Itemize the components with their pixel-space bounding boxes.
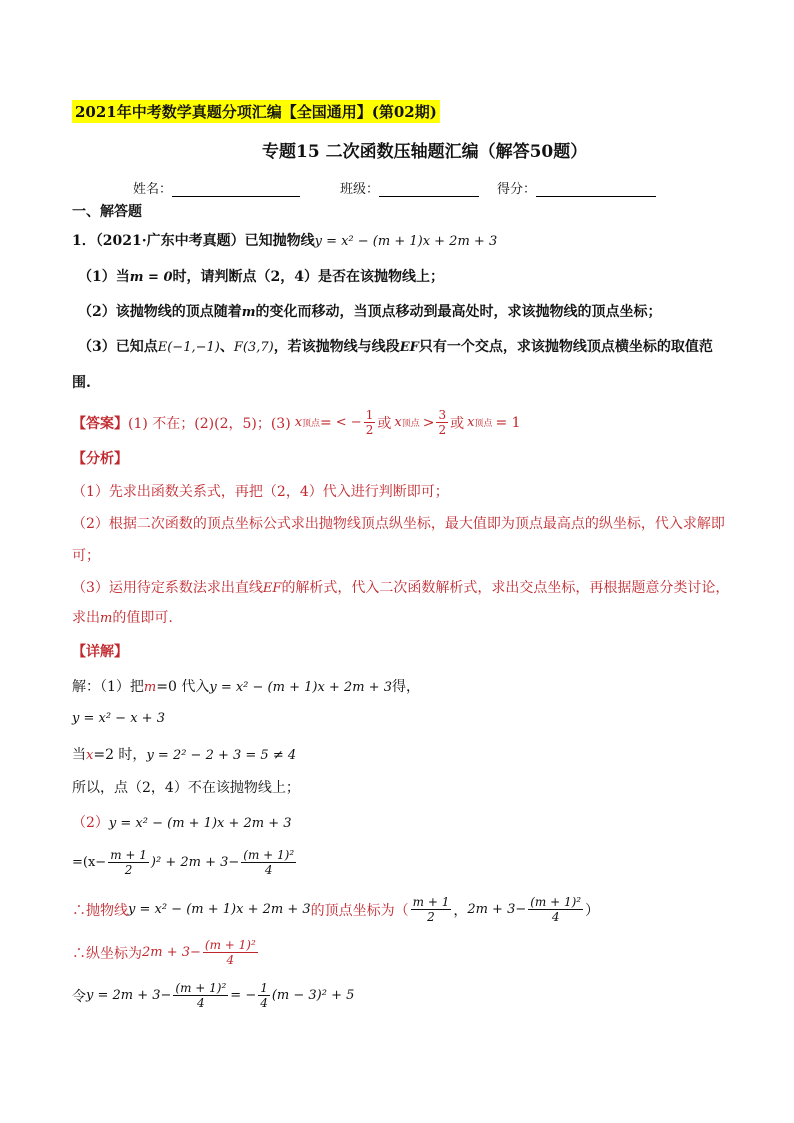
class-field xyxy=(340,178,479,197)
score-field xyxy=(497,178,656,197)
detail-label: 【详解】 xyxy=(72,644,128,660)
detail-7-frac-2 xyxy=(528,895,583,924)
detail-step-5 xyxy=(72,812,292,832)
name-blank xyxy=(172,182,300,197)
detail-9-frac xyxy=(173,981,228,1010)
detail-step-6 xyxy=(72,848,298,877)
question-part-1 xyxy=(78,266,444,286)
answer-or-2: 或 xyxy=(450,415,465,432)
part2-m: m xyxy=(241,305,256,320)
detail-9d: (m − 3)² + 5 xyxy=(271,988,355,1003)
detail-9-frac-2-num: 1 xyxy=(260,981,268,995)
detail-9-frac-num: (m + 1)² xyxy=(175,981,227,995)
analysis-line-2b: 可； xyxy=(72,548,100,564)
part2-a: （2）该抛物线的顶点随着 xyxy=(78,304,242,320)
answer-x: x xyxy=(294,415,303,430)
question-formula: y = x² − (m + 1)x + 2m + 3 xyxy=(314,234,498,249)
part3-ef: EF xyxy=(399,340,419,355)
part3-a: （3）已知点 xyxy=(78,339,158,355)
analysis-3a-2: 的解析式，代入二次函数解析式，求出交点坐标，再根据题意分类讨论， xyxy=(281,580,730,596)
header-banner: 2021年中考数学真题分项汇编【全国通用】(第02期) xyxy=(72,100,440,123)
detail-7-frac-2-den: 4 xyxy=(551,910,560,924)
question-intro-text: 1．（2021·广东中考真题）已知抛物线 xyxy=(72,233,315,249)
detail-1c: 得， xyxy=(391,679,420,695)
detail-8-frac-den: 4 xyxy=(226,953,235,967)
analysis-3b-m: m xyxy=(100,611,113,626)
part3-c: 只有一个交点，求该抛物线顶点横坐标的取值范 xyxy=(418,339,713,355)
analysis-3b-2: 的值即可. xyxy=(112,610,173,626)
answer-frac-1-num: 1 xyxy=(365,408,374,422)
detail-3f: y = 2² − 2 + 3 = 5 ≠ 4 xyxy=(146,748,297,763)
detail-7f: y = x² − (m + 1)x + 2m + 3 xyxy=(128,902,311,917)
detail-step-3 xyxy=(72,744,296,764)
part3-point-e: E(−1,−1) xyxy=(157,340,220,355)
detail-8-frac xyxy=(203,938,258,967)
name-label: 姓名： xyxy=(133,182,173,197)
detail-9b: y = 2m + 3− xyxy=(86,988,172,1003)
detail-7e: ） xyxy=(585,902,600,919)
detail-8-frac-num: (m + 1)² xyxy=(204,938,256,952)
question-intro xyxy=(72,230,497,250)
analysis-3b-1: 求出 xyxy=(72,610,100,626)
detail-7-frac-2-num: (m + 1)² xyxy=(530,895,582,909)
answer-sub: 顶点 xyxy=(302,419,321,429)
answer-sub-2: 顶点 xyxy=(401,419,420,429)
score-blank xyxy=(536,182,656,197)
detail-step-1 xyxy=(72,676,420,696)
detail-7-frac-num: m + 1 xyxy=(412,895,450,909)
class-label: 班级： xyxy=(340,182,380,197)
answer-frac-2 xyxy=(436,408,448,437)
detail-7-frac-den: 2 xyxy=(427,910,435,924)
analysis-line-3b xyxy=(72,607,173,627)
detail-step-4: 所以，点（2，4）不在该抛物线上； xyxy=(72,780,300,796)
detail-step-7 xyxy=(72,895,599,924)
detail-6-frac-2 xyxy=(241,848,296,877)
answer-label: 【答案】 xyxy=(72,415,128,432)
part3-sep: 、 xyxy=(219,339,234,355)
section-heading: 一、解答题 xyxy=(72,204,142,220)
detail-step-9 xyxy=(72,981,354,1010)
question-part-3-cont: 围. xyxy=(72,375,91,391)
detail-7c: ， xyxy=(453,902,468,919)
detail-8a: ∴纵坐标为 xyxy=(72,945,142,962)
detail-1f: y = x² − (m + 1)x + 2m + 3 xyxy=(209,680,392,695)
answer-frac-1 xyxy=(364,408,376,437)
answer-part1: (1) 不在；(2)(2，5)；(3) xyxy=(128,415,291,432)
answer-x-2: x xyxy=(394,415,402,430)
detail-1b: =0 代入 xyxy=(156,679,210,695)
detail-7-frac xyxy=(411,895,452,924)
analysis-line-3a xyxy=(72,577,729,597)
answer-sub-3: 顶点 xyxy=(474,419,493,429)
answer-lt: < − xyxy=(335,415,362,430)
detail-9c: = − xyxy=(230,988,257,1003)
answer-eq: = xyxy=(320,414,332,431)
page-title: 专题15 二次函数压轴题汇编（解答50题） xyxy=(262,142,588,162)
name-field xyxy=(133,178,300,197)
detail-5a: （2） xyxy=(72,815,109,831)
analysis-line-2a: （2）根据二次函数的顶点坐标公式求出抛物线顶点纵坐标，最大值即为顶点最高点的纵坐标，代入求解即 xyxy=(72,516,725,532)
detail-step-2: y = x² − x + 3 xyxy=(72,711,165,726)
detail-6-frac-2-num: (m + 1)² xyxy=(243,848,295,862)
question-part-3 xyxy=(78,336,713,356)
detail-6-frac-2-den: 4 xyxy=(264,863,273,877)
part1-m: m = 0 xyxy=(129,270,173,285)
detail-7d: 2m + 3− xyxy=(467,902,527,917)
detail-6-frac xyxy=(108,848,149,877)
score-label: 得分： xyxy=(497,182,537,197)
part2-b: 的变化而移动，当顶点移动到最高处时，求该抛物线的顶点坐标； xyxy=(255,304,662,320)
answer-line xyxy=(72,408,521,437)
analysis-line-1: （1）先求出函数关系式，再把（2，4）代入进行判断即可； xyxy=(72,484,449,500)
detail-3x: x xyxy=(86,748,94,763)
detail-9a: 令 xyxy=(72,988,86,1005)
detail-8b: 2m + 3− xyxy=(142,945,201,960)
detail-6a: =(x− xyxy=(72,855,107,870)
detail-6-frac-den: 2 xyxy=(124,863,133,877)
detail-9-frac-2-den: 4 xyxy=(260,996,268,1010)
analysis-3a-ef: EF xyxy=(262,581,282,596)
part3-b: ，若该抛物线与线段 xyxy=(273,339,400,355)
answer-frac-2-den: 2 xyxy=(438,423,447,437)
detail-7a: ∴抛物线 xyxy=(72,902,128,919)
detail-9-frac-den: 4 xyxy=(197,996,205,1010)
part3-point-f: F(3,7) xyxy=(233,340,274,355)
detail-6-frac-num: m + 1 xyxy=(110,848,147,862)
part1-b: 时，请判断点（2，4）是否在该抛物线上； xyxy=(172,269,444,285)
analysis-3a-1: （3）运用待定系数法求出直线 xyxy=(72,580,263,596)
class-blank xyxy=(379,182,479,197)
question-part-2 xyxy=(78,301,662,321)
detail-7b: 的顶点坐标为（ xyxy=(310,902,409,919)
answer-or-1: 或 xyxy=(377,415,392,432)
answer-eq1: = 1 xyxy=(495,414,521,431)
detail-step-8 xyxy=(72,938,260,967)
answer-gt: > xyxy=(422,414,435,431)
answer-x-3: x xyxy=(467,415,475,430)
detail-1m: m xyxy=(143,680,157,695)
detail-5f: y = x² − (m + 1)x + 2m + 3 xyxy=(108,816,292,831)
detail-9-frac-2 xyxy=(258,981,270,1010)
part1-a: （1）当 xyxy=(78,269,130,285)
detail-1a: 解：（1）把 xyxy=(72,679,144,695)
detail-3b: =2 时， xyxy=(93,747,147,763)
answer-frac-1-den: 2 xyxy=(365,423,374,437)
answer-frac-2-num: 3 xyxy=(438,408,447,422)
detail-6b: )² + 2m + 3− xyxy=(150,855,240,870)
detail-3a: 当 xyxy=(72,747,86,763)
analysis-label: 【分析】 xyxy=(72,451,128,467)
